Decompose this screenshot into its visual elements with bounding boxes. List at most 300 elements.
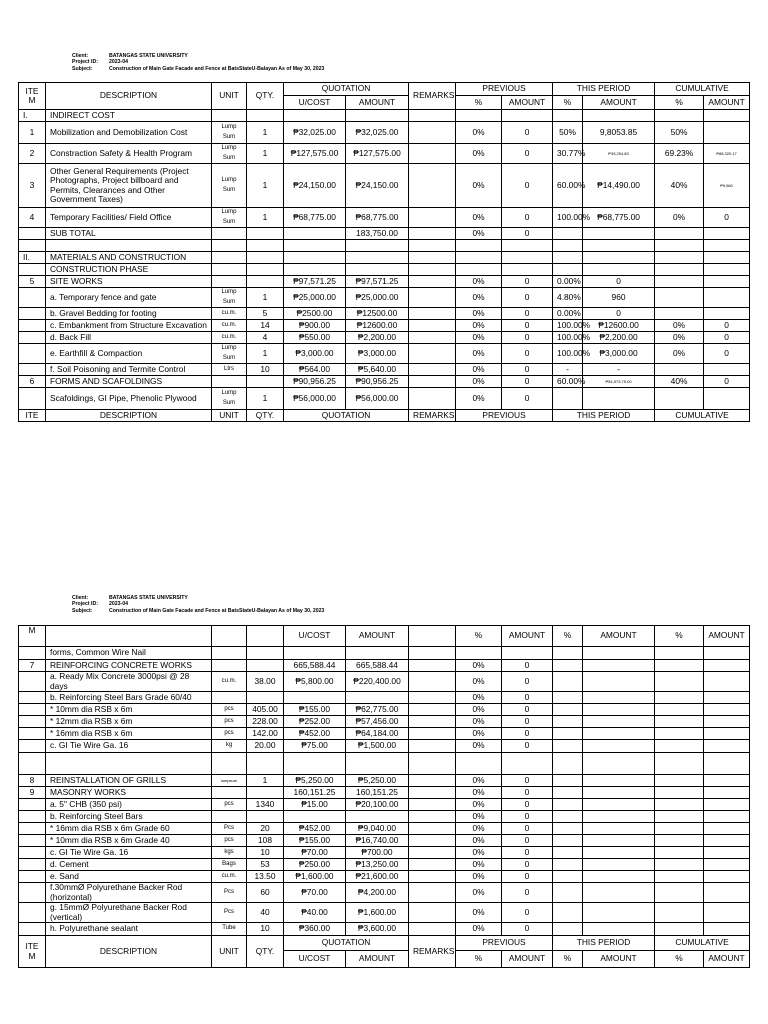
cell-prev-pct: 0% [456, 787, 502, 799]
progress-table-page-1 [18, 82, 750, 422]
col-cumulative: CUMULATIVE [655, 83, 750, 96]
cell-ucost: ₱70.00 [284, 847, 346, 859]
cell-tp-amount: ₱3,000.00 [583, 344, 655, 364]
cell-amount [346, 811, 409, 823]
cell-description: * 16mm dia RSB x 6m [46, 728, 212, 740]
subject-label: Subject: [72, 607, 93, 614]
col-tp-pct: % [553, 96, 583, 110]
cell-remarks [409, 871, 456, 883]
cell-ucost: ₱250.00 [284, 859, 346, 871]
cell-prev-pct: 0% [456, 835, 502, 847]
footer-tp-amount: AMOUNT [583, 951, 655, 968]
cell-amount: ₱9,040.00 [346, 823, 409, 835]
cell-cu-amount: 0 [704, 376, 750, 388]
cell-cu-pct [655, 883, 704, 903]
table-row [19, 716, 750, 728]
cell-cu-pct [655, 753, 704, 775]
cell-description: * 16mm dia RSB x 6m Grade 60 [46, 823, 212, 835]
cell-unit: pcs [212, 716, 247, 728]
footer-cu-amount: AMOUNT [704, 951, 750, 968]
cell-prev-amount [502, 110, 553, 122]
cell-remarks [409, 252, 456, 264]
cell-prev-amount: 0 [502, 728, 553, 740]
cell-remarks [409, 753, 456, 775]
cell-item [19, 847, 46, 859]
cell-remarks [409, 787, 456, 799]
table-row [19, 110, 750, 122]
cell-amount: ₱700.00 [346, 847, 409, 859]
cell-unit [212, 647, 247, 660]
cell-prev-pct: 0% [456, 288, 502, 308]
cell-description: f.30mmØ Polyurethane Backer Rod (horizontal) [46, 883, 212, 903]
table-row [19, 647, 750, 660]
cell-cu-amount [704, 660, 750, 672]
footer-prev-pct: % [456, 951, 502, 968]
cell-ucost: ₱2500.00 [284, 308, 346, 320]
subject-text: Construction of Main Gate Facade and Fence at BatsStateU-Balayan As of May 30, 2023 [109, 607, 325, 614]
cell-amount: ₱21,600.00 [346, 871, 409, 883]
table-row [19, 903, 750, 923]
cell-prev-pct: 0% [456, 672, 502, 692]
cell-tp-pct: 100.00% [553, 320, 583, 332]
cell-cu-amount [704, 883, 750, 903]
cell-prev-pct: 0% [456, 308, 502, 320]
cell-cu-amount: 0 [704, 208, 750, 228]
cell-ucost: 160,151.25 [284, 787, 346, 799]
footer-qty: QTY. [247, 410, 284, 422]
cell-ucost [284, 692, 346, 704]
cell-prev-pct: 0% [456, 332, 502, 344]
cell-qty [247, 252, 284, 264]
cell-item [19, 740, 46, 753]
cell-description: a. Ready Mix Concrete 3000psi @ 28 days [46, 672, 212, 692]
cell-prev-amount: 0 [502, 308, 553, 320]
cell-unit: Ltrs [212, 364, 247, 376]
cell-item [19, 228, 46, 240]
cell-ucost: ₱564.00 [284, 364, 346, 376]
cell-item [19, 883, 46, 903]
cell-prev-amount: 0 [502, 903, 553, 923]
cell-remarks [409, 811, 456, 823]
cell-prev-pct: 0% [456, 728, 502, 740]
cell-cu-amount [704, 288, 750, 308]
cell-cu-amount [704, 388, 750, 410]
cell-tp-amount: ₱12600.00 [583, 320, 655, 332]
table-row [19, 332, 750, 344]
cell-tp-pct [553, 716, 583, 728]
table-row [19, 164, 750, 208]
cell-amount: ₱220,400.00 [346, 672, 409, 692]
cell-cu-amount [704, 692, 750, 704]
cell-cu-pct [655, 775, 704, 787]
cell-prev-amount: 0 [502, 660, 553, 672]
cell-cu-amount [704, 847, 750, 859]
col-remarks: REMARKS [409, 83, 456, 110]
table-row [19, 672, 750, 692]
cell-item [19, 344, 46, 364]
cell-cu-pct [655, 799, 704, 811]
cell-tp-amount [583, 252, 655, 264]
cell-amount: ₱62,775.00 [346, 704, 409, 716]
cell-qty: 20 [247, 823, 284, 835]
cell-tp-amount [583, 728, 655, 740]
footer-quotation: QUOTATION [284, 936, 409, 951]
cell-prev-pct: 0% [456, 228, 502, 240]
cell-cu-amount [704, 787, 750, 799]
cell-cu-pct [655, 871, 704, 883]
cell-prev-amount: 0 [502, 344, 553, 364]
cell-ucost: ₱40.00 [284, 903, 346, 923]
footer-quotation: QUOTATION [284, 410, 409, 422]
cell-remarks [409, 672, 456, 692]
cell-qty: 60 [247, 883, 284, 903]
cell-qty: 1 [247, 164, 284, 208]
cell-cu-pct [655, 704, 704, 716]
cell-remarks [409, 320, 456, 332]
cell-remarks [409, 823, 456, 835]
cell-cu-amount [704, 364, 750, 376]
cell-amount: ₱56,000.00 [346, 388, 409, 410]
cell-amount: ₱57,456.00 [346, 716, 409, 728]
cell-cu-amount [704, 672, 750, 692]
cell-tp-pct: 100.00% [553, 332, 583, 344]
cell-item [19, 388, 46, 410]
cell-prev-amount: 0 [502, 692, 553, 704]
cell-prev-amount: 0 [502, 276, 553, 288]
cell-cu-amount: 0 [704, 344, 750, 364]
cell-prev-pct: 0% [456, 364, 502, 376]
cell-amount: ₱1,500.00 [346, 740, 409, 753]
cell-tp-amount: ₱68,775.00 [583, 208, 655, 228]
cell-remarks [409, 364, 456, 376]
col-quotation: QUOTATION [284, 83, 409, 96]
cell-prev-amount: 0 [502, 144, 553, 164]
cell-prev-amount: 0 [502, 376, 553, 388]
cell-qty: 1 [247, 344, 284, 364]
cell-tp-pct [553, 775, 583, 787]
cell-ucost [284, 240, 346, 252]
cell-prev-pct: 0% [456, 144, 502, 164]
cell-tp-amount [583, 753, 655, 775]
cell-unit [212, 376, 247, 388]
cell-unit: Lump Sum [212, 344, 247, 364]
cell-item [19, 811, 46, 823]
footer-this-period: THIS PERIOD [553, 410, 655, 422]
cell-tp-amount [583, 923, 655, 936]
footer-description: DESCRIPTION [46, 936, 212, 968]
cell-prev-pct: 0% [456, 823, 502, 835]
cell-qty: 5 [247, 308, 284, 320]
cell-prev-pct: 0% [456, 320, 502, 332]
table-header-continued [19, 626, 750, 647]
cell-tp-pct [553, 883, 583, 903]
cell-tp-amount: 960 [583, 288, 655, 308]
cell-prev-amount: 0 [502, 883, 553, 903]
cell-cu-amount [704, 647, 750, 660]
cell-tp-pct [553, 799, 583, 811]
cell-prev-pct: 0% [456, 704, 502, 716]
col-amount: AMOUNT [346, 626, 409, 647]
cell-tp-amount [583, 692, 655, 704]
cell-tp-pct [553, 811, 583, 823]
cell-amount [346, 692, 409, 704]
cell-unit: Lump Sum [212, 122, 247, 144]
cell-cu-pct: 0% [655, 332, 704, 344]
cell-qty [247, 811, 284, 823]
cell-unit [212, 264, 247, 276]
cell-item [19, 871, 46, 883]
cell-tp-amount [583, 823, 655, 835]
cell-description: Constraction Safety & Health Program [46, 144, 212, 164]
cell-tp-pct: - [553, 364, 583, 376]
cell-qty: 53 [247, 859, 284, 871]
col-this-period: THIS PERIOD [553, 83, 655, 96]
cell-unit: cu.m. [212, 871, 247, 883]
cell-description: g. 15mmØ Polyurethane Backer Rod (vertical) [46, 903, 212, 923]
cell-description: d. Cement [46, 859, 212, 871]
project-id: 2023-04 [109, 59, 129, 66]
footer-prev-amount: AMOUNT [502, 951, 553, 968]
cell-cu-amount: 0 [704, 320, 750, 332]
cell-remarks [409, 692, 456, 704]
cell-amount: 665,588.44 [346, 660, 409, 672]
footer-remarks: REMARKS [409, 410, 456, 422]
cell-remarks [409, 240, 456, 252]
table-row [19, 228, 750, 240]
cell-tp-amount [583, 672, 655, 692]
cell-unit: Lump Sum [212, 388, 247, 410]
cell-tp-amount: ₱54,573.75.00 [583, 376, 655, 388]
cell-ucost [284, 753, 346, 775]
footer-cumulative: CUMULATIVE [655, 936, 750, 951]
cell-cu-amount [704, 775, 750, 787]
cell-prev-amount: 0 [502, 799, 553, 811]
cell-ucost: ₱452.00 [284, 728, 346, 740]
cell-cu-pct [655, 264, 704, 276]
cell-tp-pct [553, 240, 583, 252]
cell-prev-amount: 0 [502, 871, 553, 883]
cell-tp-pct [553, 110, 583, 122]
cell-ucost: ₱75.00 [284, 740, 346, 753]
cell-item [19, 799, 46, 811]
cell-tp-amount [583, 716, 655, 728]
cell-tp-amount [583, 264, 655, 276]
cell-tp-pct [553, 923, 583, 936]
cell-amount: ₱97,571.25 [346, 276, 409, 288]
cell-cu-pct [655, 276, 704, 288]
cell-item [19, 264, 46, 276]
cell-remarks [409, 388, 456, 410]
cell-amount: ₱3,000.00 [346, 344, 409, 364]
table-row [19, 859, 750, 871]
table-row [19, 728, 750, 740]
table-row [19, 388, 750, 410]
cell-remarks [409, 799, 456, 811]
table-row [19, 308, 750, 320]
cell-item: 5 [19, 276, 46, 288]
cell-unit: pcs [212, 799, 247, 811]
cell-cu-pct [655, 647, 704, 660]
col-ucost: U/COST [284, 626, 346, 647]
cell-cu-pct [655, 847, 704, 859]
cell-item [19, 240, 46, 252]
table-row [19, 740, 750, 753]
cell-cu-pct [655, 728, 704, 740]
cell-cu-pct [655, 228, 704, 240]
cell-item [19, 753, 46, 775]
cell-cu-amount [704, 122, 750, 144]
table-row [19, 787, 750, 799]
cell-prev-pct: 0% [456, 164, 502, 208]
cell-prev-pct: 0% [456, 859, 502, 871]
table-row [19, 344, 750, 364]
cell-tp-pct [553, 252, 583, 264]
cell-tp-amount [583, 647, 655, 660]
cell-tp-pct [553, 835, 583, 847]
cell-cu-pct [655, 903, 704, 923]
cell-cu-amount [704, 753, 750, 775]
cell-unit: Pcs [212, 903, 247, 923]
col-prev-pct: % [456, 96, 502, 110]
table-row [19, 252, 750, 264]
cell-remarks [409, 288, 456, 308]
cell-cu-pct: 0% [655, 344, 704, 364]
footer-ucost: U/COST [284, 951, 346, 968]
cell-tp-pct [553, 264, 583, 276]
cell-cu-pct [655, 835, 704, 847]
cell-prev-pct [456, 753, 502, 775]
cell-tp-amount: ₱2,200.00 [583, 332, 655, 344]
cell-unit [212, 240, 247, 252]
cell-prev-amount: 0 [502, 847, 553, 859]
cell-ucost: ₱252.00 [284, 716, 346, 728]
cell-cu-pct: 40% [655, 376, 704, 388]
cell-prev-pct [456, 110, 502, 122]
client-label: Client: [72, 53, 89, 59]
footer-unit: UNIT [212, 936, 247, 968]
col-cu-amount: AMOUNT [704, 626, 750, 647]
cell-item: 3 [19, 164, 46, 208]
cell-cu-amount [704, 110, 750, 122]
cell-tp-amount [583, 883, 655, 903]
cell-item [19, 288, 46, 308]
cell-cu-amount [704, 228, 750, 240]
table-row [19, 276, 750, 288]
table-row [19, 835, 750, 847]
cell-prev-amount: 0 [502, 775, 553, 787]
cell-prev-amount [502, 264, 553, 276]
table-row [19, 660, 750, 672]
cell-prev-pct: 0% [456, 847, 502, 859]
cell-item [19, 647, 46, 660]
cell-amount [346, 647, 409, 660]
cell-description: Temporary Facilities/ Field Office [46, 208, 212, 228]
footer-item: ITE [19, 410, 46, 422]
cell-prev-pct: 0% [456, 388, 502, 410]
cell-item [19, 859, 46, 871]
cell-description: Mobilization and Demobilization Cost [46, 122, 212, 144]
cell-remarks [409, 728, 456, 740]
cell-ucost: ₱127,575.00 [284, 144, 346, 164]
cell-tp-amount [583, 903, 655, 923]
cell-cu-amount [704, 252, 750, 264]
table-row [19, 799, 750, 811]
cell-amount: ₱68,775.00 [346, 208, 409, 228]
col-item: ITE M [19, 83, 46, 110]
cell-unit: lumpsum [212, 775, 247, 787]
cell-tp-amount [583, 799, 655, 811]
table-body [19, 110, 750, 410]
table-row [19, 122, 750, 144]
project-id: 2023-04 [109, 601, 129, 608]
cell-cu-pct [655, 716, 704, 728]
cell-prev-pct: 0% [456, 692, 502, 704]
cell-qty [247, 264, 284, 276]
cell-ucost: ₱900.00 [284, 320, 346, 332]
col-description: DESCRIPTION [46, 83, 212, 110]
cell-remarks [409, 660, 456, 672]
cell-item [19, 728, 46, 740]
cell-cu-pct: 50% [655, 122, 704, 144]
cell-ucost: ₱360.00 [284, 923, 346, 936]
cell-description [46, 240, 212, 252]
cell-item [19, 308, 46, 320]
cell-cu-pct: 0% [655, 208, 704, 228]
cell-unit: Pcs [212, 823, 247, 835]
cell-cu-amount [704, 811, 750, 823]
cell-amount [346, 252, 409, 264]
footer-cumulative: CUMULATIVE [655, 410, 750, 422]
cell-item: 6 [19, 376, 46, 388]
cell-description: CONSTRUCTION PHASE [46, 264, 212, 276]
cell-cu-amount [704, 728, 750, 740]
table-row [19, 364, 750, 376]
footer-this-period: THIS PERIOD [553, 936, 655, 951]
cell-amount: ₱2,200.00 [346, 332, 409, 344]
cell-amount: ₱32,025.00 [346, 122, 409, 144]
cell-unit: cu.m. [212, 308, 247, 320]
cell-tp-amount: - [583, 364, 655, 376]
col-prev-amount: AMOUNT [502, 96, 553, 110]
footer-qty: QTY. [247, 936, 284, 968]
subject-text: Construction of Main Gate Facade and Fence at BatsStateU-Balayan As of May 30, 2023 [109, 65, 325, 72]
cell-cu-amount: 0 [704, 332, 750, 344]
cell-item [19, 716, 46, 728]
cell-item [19, 835, 46, 847]
cell-unit: pcs [212, 728, 247, 740]
cell-qty: 142.00 [247, 728, 284, 740]
cell-amount [346, 264, 409, 276]
cell-qty [247, 660, 284, 672]
cell-description [46, 753, 212, 775]
cell-cu-pct [655, 388, 704, 410]
cell-qty: 10 [247, 364, 284, 376]
cell-remarks [409, 647, 456, 660]
cell-prev-amount [502, 647, 553, 660]
cell-prev-amount: 0 [502, 208, 553, 228]
cell-tp-pct [553, 903, 583, 923]
cell-prev-amount: 0 [502, 672, 553, 692]
cell-tp-pct [553, 823, 583, 835]
table-row [19, 923, 750, 936]
cell-ucost: ₱24,150.00 [284, 164, 346, 208]
cell-ucost: ₱25,000.00 [284, 288, 346, 308]
cell-amount: 160,151.25 [346, 787, 409, 799]
cell-prev-amount: 0 [502, 740, 553, 753]
cell-ucost: ₱70.00 [284, 883, 346, 903]
cell-description: Scafoldings, GI Pipe, Phenolic Plywood [46, 388, 212, 410]
footer-tp-pct: % [553, 951, 583, 968]
